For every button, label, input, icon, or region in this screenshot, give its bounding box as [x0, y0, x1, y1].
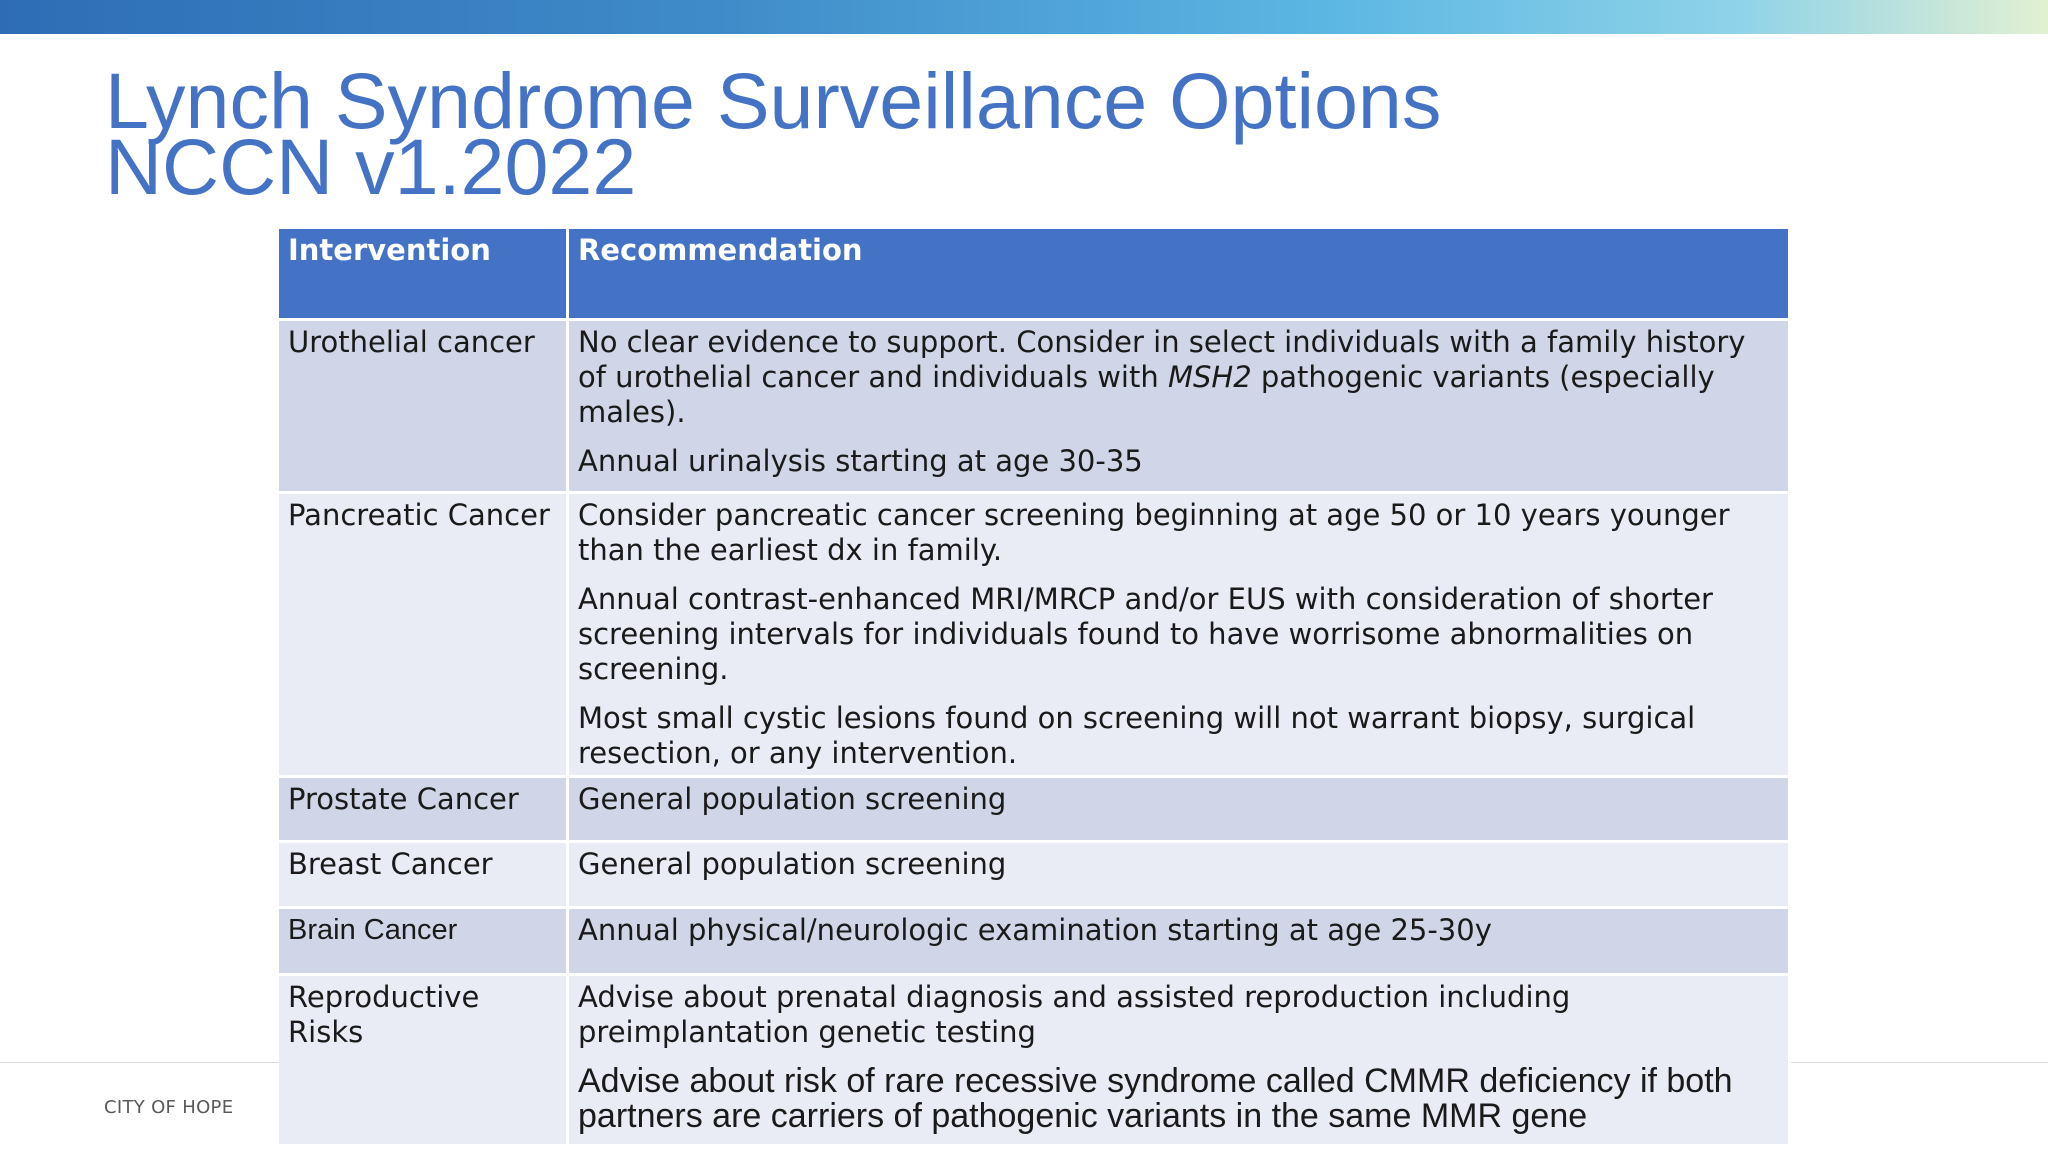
table-row [279, 976, 1791, 1147]
recommendation-cell [569, 909, 1791, 976]
recommendation-text: Annual urinalysis starting at age 30-35 [578, 444, 1143, 478]
header-recommendation: Recommendation [569, 229, 1791, 321]
table-row [279, 778, 1791, 843]
recommendation-text: General population screening [578, 782, 1007, 816]
recommendation-cell [569, 843, 1791, 909]
intervention-cell: Reproductive Risks [279, 976, 569, 1147]
recommendation-text [578, 325, 1779, 430]
recommendation-text: Advise about risk of rare recessive syndrome called CMMR deficiency if both partners are carriers of pathogenic variants in the same MMR gene [578, 1062, 1733, 1135]
recommendation-text: Consider pancreatic cancer screening beginning at age 50 or 10 years younger than the earliest dx in family. [578, 498, 1730, 567]
intervention-cell: Pancreatic Cancer [279, 494, 569, 778]
slide-title-line-1: Lynch Syndrome Surveillance Options [105, 56, 1442, 145]
intervention-cell: Breast Cancer [279, 843, 569, 909]
top-gradient-band [0, 0, 2048, 34]
intervention-cell: Prostate Cancer [279, 778, 569, 843]
intervention-cell: Brain Cancer [279, 909, 569, 976]
slide-title-line-2: NCCN v1.2022 [105, 122, 637, 211]
recommendation-text: Annual contrast-enhanced MRI/MRCP and/or EUS with consideration of shorter screening intervals for individuals found to have worrisome abnormalities on screening. [578, 582, 1713, 686]
table-row [279, 909, 1791, 976]
footer-logo: CITY OF HOPE [104, 1097, 234, 1118]
recommendation-text-part: pathogenic variants (especially males). [578, 360, 1715, 429]
recommendation-cell [569, 778, 1791, 843]
table-row [279, 843, 1791, 909]
recommendation-text: General population screening [578, 847, 1007, 881]
recommendation-text: Advise about prenatal diagnosis and assisted reproduction including preimplantation genetic testing [578, 980, 1571, 1049]
recommendation-cell [569, 494, 1791, 778]
slide-title [105, 56, 1442, 211]
recommendation-text: Most small cystic lesions found on screening will not warrant biopsy, surgical resection, or any intervention. [578, 701, 1696, 770]
surveillance-table [279, 229, 1791, 1147]
table-header-row [279, 229, 1791, 321]
header-intervention: Intervention [279, 229, 569, 321]
table-row [279, 494, 1791, 778]
recommendation-cell [569, 976, 1791, 1147]
recommendation-text-part: No clear evidence to support. Consider in select individuals with a family history of urothelial cancer and individuals with [578, 325, 1746, 394]
table-row [279, 321, 1791, 494]
recommendation-cell [569, 321, 1791, 494]
gene-name: MSH2 [1167, 360, 1252, 394]
recommendation-text: Annual physical/neurologic examination starting at age 25-30y [578, 913, 1492, 947]
intervention-cell: Urothelial cancer [279, 321, 569, 494]
